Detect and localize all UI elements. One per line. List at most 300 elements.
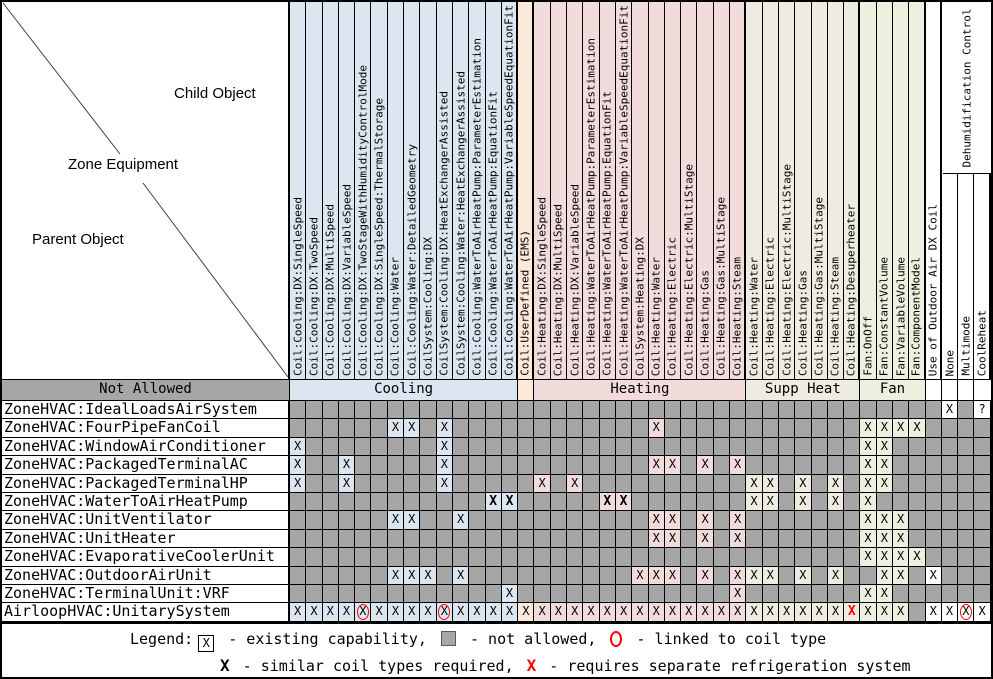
- column-header-label: Coil:Heating:Desuperheater: [844, 203, 858, 376]
- matrix-cell: [551, 585, 567, 603]
- matrix-cell: [486, 548, 502, 566]
- matrix-cell: [486, 530, 502, 548]
- matrix-cell: [323, 456, 339, 474]
- matrix-cell: [844, 585, 860, 603]
- column-header: [486, 2, 502, 380]
- column-header: [649, 2, 665, 380]
- dehum-none-group-cell: [942, 380, 958, 401]
- matrix-cell: [812, 585, 828, 603]
- matrix-cell: X: [746, 567, 762, 585]
- matrix-cell: X: [860, 456, 876, 474]
- matrix-cell: [534, 548, 550, 566]
- matrix-cell: X: [926, 603, 942, 621]
- column-header: [665, 2, 681, 380]
- matrix-cell: [632, 401, 648, 419]
- matrix-cell: X: [649, 511, 665, 529]
- matrix-cell: [469, 567, 485, 585]
- matrix-cell: [583, 419, 599, 437]
- matrix-cell: [974, 475, 990, 493]
- matrix-cell: [551, 567, 567, 585]
- matrix-cell: [371, 585, 387, 603]
- matrix-cell: [616, 401, 632, 419]
- matrix-cell: X: [697, 603, 713, 621]
- matrix-cell: [502, 530, 518, 548]
- matrix-cell: [909, 456, 925, 474]
- matrix-cell: X: [600, 493, 616, 511]
- matrix-cell: [583, 567, 599, 585]
- matrix-cell: [730, 401, 746, 419]
- column-header: [681, 2, 697, 380]
- outdoor-air-group-header: [926, 380, 942, 401]
- column-header-label: Coil:Heating:Gas:MultiStage: [812, 197, 826, 376]
- matrix-cell: X: [795, 475, 811, 493]
- column-header: [518, 2, 534, 380]
- column-header-label: Coil:Heating:Gas: [796, 270, 810, 376]
- matrix-cell: [779, 475, 795, 493]
- column-header: [371, 2, 387, 380]
- matrix-cell: X: [355, 603, 371, 621]
- matrix-cell: [486, 438, 502, 456]
- matrix-cell: [893, 456, 909, 474]
- matrix-cell: [779, 493, 795, 511]
- column-header-label: Coil:Cooling:WaterToAirHeatPump:ParameterEstimation: [470, 38, 484, 376]
- matrix-cell: X: [486, 603, 502, 621]
- matrix-cell: [583, 585, 599, 603]
- matrix-cell: [486, 419, 502, 437]
- matrix-cell: [600, 438, 616, 456]
- matrix-cell: [893, 585, 909, 603]
- matrix-cell: [926, 548, 942, 566]
- matrix-cell: [323, 438, 339, 456]
- matrix-cell: [567, 493, 583, 511]
- column-header: [437, 2, 453, 380]
- matrix-cell: [306, 567, 322, 585]
- matrix-cell: X: [860, 493, 876, 511]
- matrix-cell: [551, 548, 567, 566]
- column-header-label: Coil:Heating:Electric:MultiStage: [780, 164, 794, 376]
- matrix-cell: [453, 585, 469, 603]
- matrix-cell: X: [746, 493, 762, 511]
- row-label: ZoneHVAC:WindowAirConditioner: [2, 438, 290, 456]
- matrix-cell: [844, 530, 860, 548]
- matrix-cell: [437, 548, 453, 566]
- matrix-cell: X: [763, 475, 779, 493]
- column-header-label: CoilSystem:Cooling:DX:HeatExchangerAssisted: [437, 91, 451, 376]
- matrix-cell: [616, 438, 632, 456]
- matrix-cell: [600, 585, 616, 603]
- matrix-cell: X: [665, 567, 681, 585]
- matrix-cell: [893, 493, 909, 511]
- column-header-label: Coil:UserDefined (EMS): [518, 230, 532, 376]
- matrix-cell: [502, 567, 518, 585]
- matrix-cell: X: [388, 603, 404, 621]
- matrix-cell: [812, 456, 828, 474]
- matrix-cell: X: [697, 567, 713, 585]
- matrix-cell: [877, 493, 893, 511]
- matrix-cell: [388, 585, 404, 603]
- matrix-cell: [893, 438, 909, 456]
- matrix-cell: [632, 493, 648, 511]
- matrix-cell: X: [616, 493, 632, 511]
- matrix-cell: [812, 511, 828, 529]
- matrix-cell: [893, 475, 909, 493]
- matrix-cell: [779, 548, 795, 566]
- column-header-label: Coil:Cooling:Water:DetailedGeometry: [405, 144, 419, 376]
- matrix-cell: [502, 419, 518, 437]
- matrix-cell: [323, 511, 339, 529]
- row-label: ZoneHVAC:FourPipeFanCoil: [2, 419, 290, 437]
- matrix-cell: [567, 401, 583, 419]
- matrix-cell: X: [974, 603, 990, 621]
- matrix-cell: [469, 475, 485, 493]
- matrix-cell: [583, 401, 599, 419]
- matrix-cell: [926, 530, 942, 548]
- matrix-cell: [306, 493, 322, 511]
- matrix-cell: [812, 438, 828, 456]
- matrix-cell: [486, 475, 502, 493]
- matrix-cell: X: [534, 475, 550, 493]
- matrix-cell: [697, 493, 713, 511]
- column-header-label: Fan:ConstantVolume: [877, 256, 891, 376]
- matrix-cell: X: [665, 530, 681, 548]
- matrix-cell: X: [860, 438, 876, 456]
- matrix-cell: [779, 456, 795, 474]
- matrix-cell: X: [730, 603, 746, 621]
- matrix-cell: [420, 419, 436, 437]
- matrix-cell: [974, 548, 990, 566]
- matrix-cell: [909, 603, 925, 621]
- matrix-cell: [926, 438, 942, 456]
- matrix-cell: [600, 456, 616, 474]
- matrix-cell: [551, 401, 567, 419]
- matrix-cell: [355, 548, 371, 566]
- matrix-cell: [942, 419, 958, 437]
- dehum-coolreheat-group-cell: [974, 380, 990, 401]
- matrix-cell: [355, 456, 371, 474]
- matrix-cell: [339, 493, 355, 511]
- matrix-cell: [730, 419, 746, 437]
- matrix-cell: [355, 475, 371, 493]
- heating-group-header: Heating: [534, 380, 746, 401]
- matrix-cell: [306, 401, 322, 419]
- matrix-cell: [681, 548, 697, 566]
- table-row: [2, 475, 991, 493]
- userdefined-group-header: [518, 380, 534, 401]
- separate-refrigeration-mark: X: [526, 656, 537, 675]
- matrix-cell: [958, 419, 974, 437]
- dehumidification-control-header: [943, 2, 992, 174]
- matrix-cell: X: [893, 603, 909, 621]
- matrix-cell: [486, 401, 502, 419]
- matrix-cell: [942, 475, 958, 493]
- matrix-cell: [567, 419, 583, 437]
- matrix-cell: [958, 567, 974, 585]
- matrix-cell: [632, 475, 648, 493]
- matrix-cell: [469, 419, 485, 437]
- matrix-cell: [371, 456, 387, 474]
- matrix-cell: [714, 475, 730, 493]
- matrix-cell: [926, 456, 942, 474]
- matrix-cell: X: [567, 475, 583, 493]
- matrix-cell: X: [877, 475, 893, 493]
- matrix-cell: [828, 511, 844, 529]
- matrix-cell: [844, 456, 860, 474]
- matrix-cell: X: [649, 567, 665, 585]
- matrix-cell: X: [795, 493, 811, 511]
- column-header: [697, 2, 713, 380]
- fan-group-header: Fan: [860, 380, 925, 401]
- parent-object-label: Parent Object: [32, 231, 124, 248]
- matrix-cell: X: [828, 475, 844, 493]
- matrix-cell: X: [388, 567, 404, 585]
- matrix-cell: X: [763, 603, 779, 621]
- matrix-cell: [469, 511, 485, 529]
- column-header-label: Fan:VariableVolume: [894, 256, 908, 376]
- not-allowed-header: Not Allowed: [2, 380, 290, 401]
- column-header-label: Coil:Cooling:DX:TwoStageWithHumidityControlMode: [356, 64, 370, 376]
- matrix-cell: [958, 511, 974, 529]
- matrix-cell: [567, 456, 583, 474]
- matrix-cell: X: [290, 475, 306, 493]
- matrix-cell: [551, 493, 567, 511]
- matrix-cell: ?: [974, 401, 990, 419]
- matrix-cell: [420, 548, 436, 566]
- matrix-cell: [453, 401, 469, 419]
- matrix-cell: [958, 456, 974, 474]
- matrix-cell: [942, 585, 958, 603]
- matrix-cell: [453, 548, 469, 566]
- matrix-cell: [306, 475, 322, 493]
- column-header: [844, 2, 860, 380]
- matrix-cell: [681, 456, 697, 474]
- matrix-cell: [665, 548, 681, 566]
- matrix-cell: X: [339, 475, 355, 493]
- diagonal-divider: [2, 2, 290, 379]
- matrix-cell: [371, 548, 387, 566]
- matrix-cell: X: [877, 530, 893, 548]
- matrix-cell: [665, 475, 681, 493]
- column-header: [339, 2, 355, 380]
- matrix-cell: [306, 456, 322, 474]
- cooling-group-header: Cooling: [290, 380, 518, 401]
- matrix-cell: [763, 585, 779, 603]
- matrix-cell: X: [746, 603, 762, 621]
- matrix-cell: [649, 475, 665, 493]
- matrix-cell: [600, 511, 616, 529]
- matrix-cell: [697, 475, 713, 493]
- matrix-cell: [420, 493, 436, 511]
- matrix-cell: [697, 585, 713, 603]
- matrix-cell: [371, 567, 387, 585]
- matrix-cell: [371, 438, 387, 456]
- matrix-cell: X: [420, 567, 436, 585]
- matrix-cell: X: [567, 603, 583, 621]
- matrix-cell: [600, 548, 616, 566]
- matrix-cell: [469, 585, 485, 603]
- matrix-cell: [958, 548, 974, 566]
- column-header-label: Coil:Cooling:WaterToAirHeatPump:VariableSpeedEquationFit: [502, 5, 516, 376]
- column-header: [551, 2, 567, 380]
- matrix-cell: X: [730, 567, 746, 585]
- matrix-cell: X: [649, 530, 665, 548]
- matrix-cell: [681, 493, 697, 511]
- matrix-cell: X: [534, 603, 550, 621]
- column-header-label: Coil:Heating:Electric: [763, 236, 777, 376]
- column-header: [600, 2, 616, 380]
- matrix-cell: [437, 530, 453, 548]
- matrix-cell: X: [893, 548, 909, 566]
- matrix-cell: [779, 567, 795, 585]
- matrix-cell: [583, 511, 599, 529]
- matrix-cell: [583, 456, 599, 474]
- matrix-cell: [388, 456, 404, 474]
- matrix-cell: [681, 530, 697, 548]
- matrix-cell: [942, 511, 958, 529]
- matrix-cell: [420, 511, 436, 529]
- matrix-cell: [567, 530, 583, 548]
- matrix-cell: [779, 511, 795, 529]
- matrix-cell: [355, 419, 371, 437]
- column-header-label: Coil:Cooling:DX:VariableSpeed: [340, 183, 354, 376]
- matrix-cell: X: [877, 419, 893, 437]
- matrix-cell: [942, 530, 958, 548]
- matrix-cell: [844, 567, 860, 585]
- matrix-cell: X: [437, 603, 453, 621]
- matrix-cell: [600, 530, 616, 548]
- matrix-cell: X: [632, 567, 648, 585]
- column-header: [453, 2, 469, 380]
- supp-heat-group-header: Supp Heat: [746, 380, 860, 401]
- matrix-cell: [763, 548, 779, 566]
- matrix-cell: X: [388, 511, 404, 529]
- matrix-cell: [828, 585, 844, 603]
- corner-header-cell: [2, 2, 290, 380]
- column-header: [404, 2, 420, 380]
- column-header-label: Coil:Heating:WaterToAirHeatPump:EquationFit: [600, 91, 614, 376]
- matrix-cell: [290, 401, 306, 419]
- matrix-cell: [339, 401, 355, 419]
- matrix-cell: [746, 530, 762, 548]
- matrix-cell: [388, 530, 404, 548]
- matrix-cell: X: [893, 567, 909, 585]
- matrix-cell: X: [909, 419, 925, 437]
- matrix-cell: [714, 585, 730, 603]
- row-label: ZoneHVAC:IdealLoadsAirSystem: [2, 401, 290, 419]
- matrix-cell: [323, 493, 339, 511]
- matrix-cell: [844, 548, 860, 566]
- legend-prefix: Legend:: [130, 630, 194, 648]
- matrix-cell: X: [665, 456, 681, 474]
- dehum-multimode-group-cell: [958, 380, 974, 401]
- matrix-cell: [665, 438, 681, 456]
- matrix-cell: [632, 585, 648, 603]
- matrix-cell: [616, 585, 632, 603]
- matrix-cell: [812, 475, 828, 493]
- matrix-cell: [812, 401, 828, 419]
- matrix-cell: [502, 548, 518, 566]
- row-label: ZoneHVAC:UnitHeater: [2, 530, 290, 548]
- column-header: [746, 2, 762, 380]
- column-header: [877, 2, 893, 380]
- matrix-cell: [551, 419, 567, 437]
- matrix-cell: [714, 493, 730, 511]
- matrix-cell: [518, 511, 534, 529]
- column-header: [583, 2, 599, 380]
- column-header-label: CoolReheat: [975, 309, 989, 376]
- matrix-cell: [453, 438, 469, 456]
- matrix-cell: [534, 401, 550, 419]
- column-header: [893, 2, 909, 380]
- matrix-cell: [681, 475, 697, 493]
- matrix-cell: X: [649, 456, 665, 474]
- matrix-cell: [502, 401, 518, 419]
- matrix-cell: [404, 456, 420, 474]
- matrix-cell: [534, 419, 550, 437]
- matrix-cell: [290, 567, 306, 585]
- column-header-label: Coil:Heating:WaterToAirHeatPump:ParameterEstimation: [584, 38, 598, 376]
- matrix-cell: [420, 475, 436, 493]
- column-header: [534, 2, 550, 380]
- matrix-cell: [502, 475, 518, 493]
- matrix-cell: [795, 419, 811, 437]
- column-header-label: CoilSystem:Cooling:Water:HeatExchangerAssisted: [454, 71, 468, 376]
- matrix-cell: [926, 419, 942, 437]
- matrix-cell: [355, 438, 371, 456]
- matrix-cell: [746, 548, 762, 566]
- matrix-cell: [453, 493, 469, 511]
- matrix-cell: [763, 530, 779, 548]
- matrix-cell: [632, 511, 648, 529]
- matrix-cell: [404, 548, 420, 566]
- matrix-cell: X: [518, 603, 534, 621]
- matrix-cell: [779, 401, 795, 419]
- matrix-cell: X: [437, 456, 453, 474]
- matrix-cell: [323, 585, 339, 603]
- matrix-cell: X: [453, 567, 469, 585]
- matrix-cell: X: [812, 603, 828, 621]
- matrix-cell: [534, 456, 550, 474]
- matrix-cell: [306, 511, 322, 529]
- matrix-cell: [486, 585, 502, 603]
- matrix-cell: [404, 493, 420, 511]
- matrix-cell: [518, 567, 534, 585]
- matrix-cell: [404, 585, 420, 603]
- column-headers: [290, 2, 991, 380]
- column-header-label: Coil:Heating:Gas:MultiStage: [714, 197, 728, 376]
- matrix-cell: [909, 585, 925, 603]
- row-label: ZoneHVAC:WaterToAirHeatPump: [2, 493, 290, 511]
- matrix-cell: [567, 438, 583, 456]
- matrix-cell: [649, 548, 665, 566]
- column-header-label: Coil:Heating:Water: [649, 256, 663, 376]
- matrix-cell: X: [469, 603, 485, 621]
- matrix-cell: X: [763, 493, 779, 511]
- matrix-cell: [795, 438, 811, 456]
- matrix-cell: [290, 511, 306, 529]
- matrix-cell: X: [877, 511, 893, 529]
- matrix-cell: [290, 530, 306, 548]
- column-header-label: CoilSystem:Heating:DX: [633, 236, 647, 376]
- matrix-cell: [323, 567, 339, 585]
- matrix-cell: [355, 530, 371, 548]
- matrix-cell: X: [339, 603, 355, 621]
- matrix-cell: [795, 401, 811, 419]
- matrix-cell: [551, 456, 567, 474]
- matrix-cell: [860, 567, 876, 585]
- matrix-cell: [681, 419, 697, 437]
- matrix-cell: [730, 548, 746, 566]
- table-row: [2, 401, 991, 419]
